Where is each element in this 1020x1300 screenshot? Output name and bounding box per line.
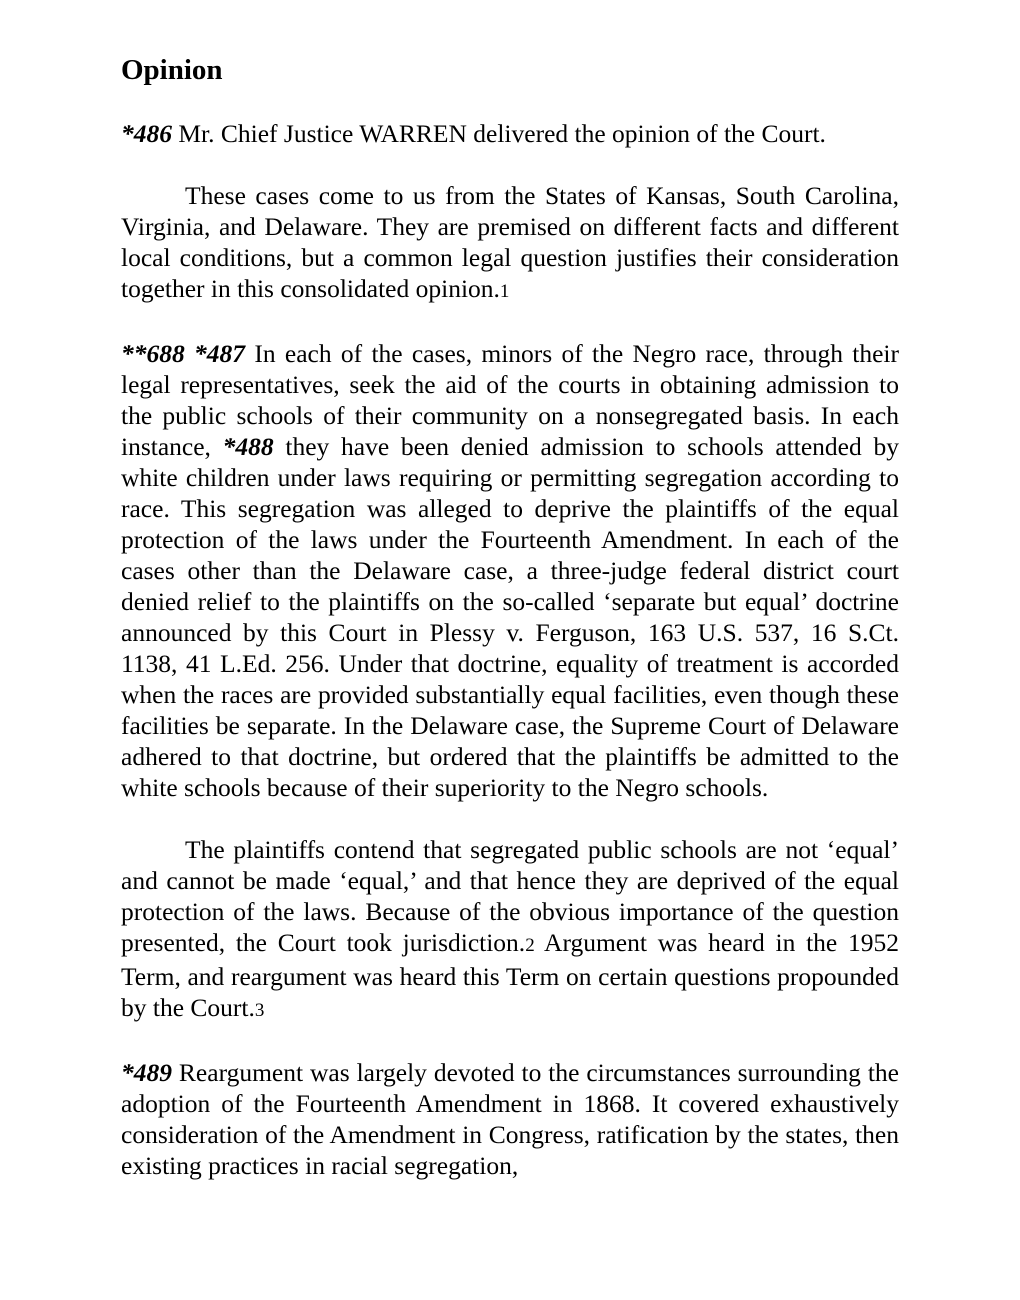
footnote-ref[interactable]: 3 [254,1000,265,1021]
paragraph-3 [121,834,899,1026]
paragraph-text: These cases come to us from the States of Kansas, South Carolina, Virginia, and Delaware. They are premised on different facts and different local conditions, but a common legal question justifies their consideration together in this consolidated opinion. [121,181,899,303]
star-page-ref: *489 [121,1058,172,1087]
page-title: Opinion [121,54,223,86]
paragraph-text: Argument was heard in the 1952 Term, and reargument was heard this Term on certain questions propounded by the Court. [121,928,899,1022]
star-page-ref: *486 [121,119,172,148]
footnote-ref[interactable]: 2 [525,935,535,956]
paragraph-4 [121,1057,899,1181]
paragraph-text: Reargument was largely devoted to the circumstances surrounding the adoption of the Fourteenth Amendment in 1868. It covered exhaustively consideration of the Amendment in Congress, ratification by the states, then existing practices in racial segregation, [121,1058,899,1180]
paragraph-text: The plaintiffs contend that segregated public schools are not ‘equal’ and cannot be made ‘equal,’ and that hence they are deprived of the equal protection of the laws. Because of the obvious importance of the question presented, the Court took jurisdiction. [121,835,899,957]
paragraph-text: they have been denied admission to schools attended by white children under laws requiring or permitting segregation according to race. This segregation was alleged to deprive the plaintiffs of the equal protection of the laws under the Fourteenth Amendment. In each of the cases other than the Delaware case, a three-judge federal district court denied relief to the plaintiffs on the so-called ‘separate but equal’ doctrine announced by this Court in Plessy v. Ferguson, 163 U.S. 537, 16 S.Ct. 1138, 41 L.Ed. 256. Under that doctrine, equality of treatment is accorded when the races are provided substantially equal facilities, even though these facilities be separate. In the Delaware case, the Supreme Court of Delaware adhered to that doctrine, but ordered that the plaintiffs be admitted to the white schools because of their superiority to the Negro schools. [121,432,899,802]
intro-line [121,118,899,149]
paragraph-2 [121,338,899,803]
paragraph-1 [121,180,899,307]
opinion-page [121,52,899,1212]
star-page-ref: **688 *487 [121,339,246,368]
intro-text: Mr. Chief Justice WARREN delivered the opinion of the Court. [172,119,826,148]
star-page-ref: *488 [222,432,274,461]
paragraph-text: In each of the cases, minors of the Negro race, through their legal representatives, seek the aid of the courts in obtaining admission to the public schools of their community on a nonsegregated basis. In each instance, [121,339,900,461]
footnote-ref[interactable]: 1 [499,281,510,302]
